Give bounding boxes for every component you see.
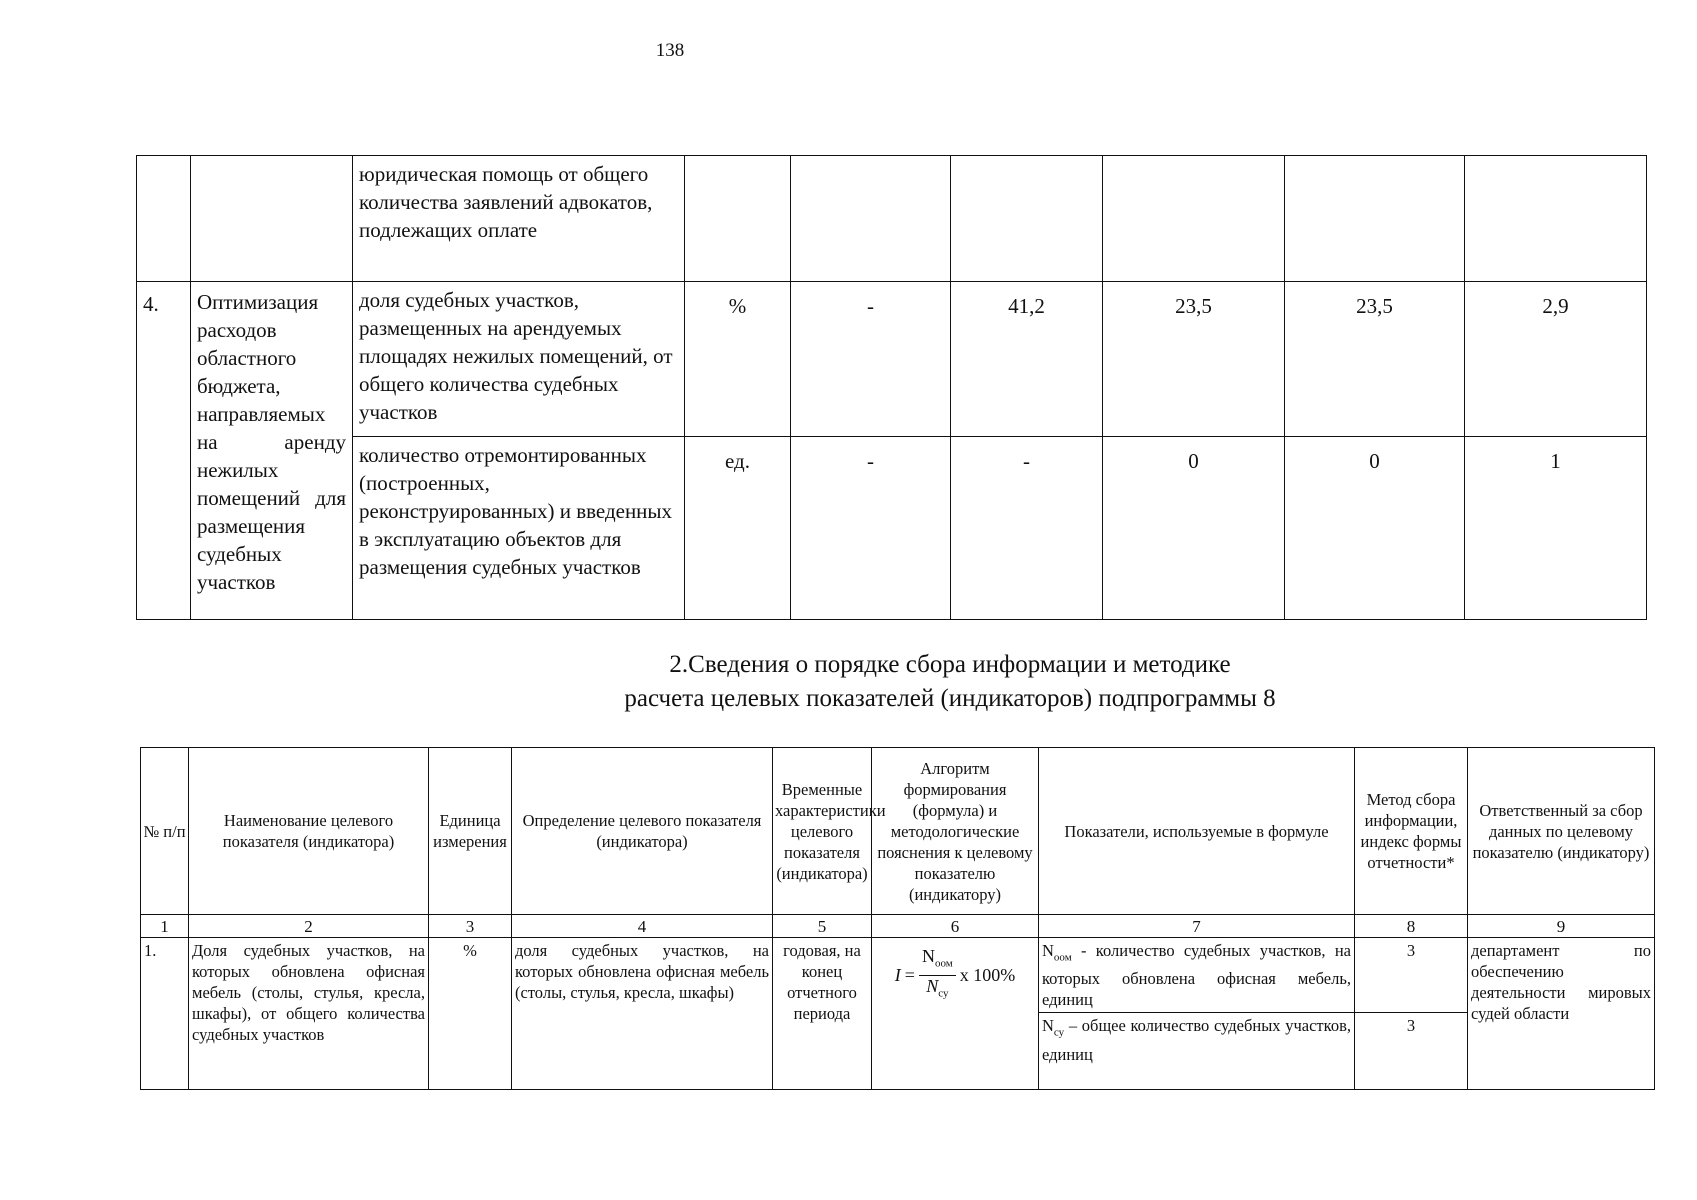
indicator-name: Доля судебных участков, на которых обновлена офисная мебель (столы, стулья, кресла, шкафы), от общего количества судебных участков — [189, 938, 429, 1090]
column-header: Ответственный за сбор данных по целевому показателю (индикатору) — [1468, 748, 1655, 915]
table-row — [141, 938, 1655, 1013]
goal-name: Оптимизация расходов областного бюджета, направляемых на аренду нежилых помещений для размещения судебных участков — [191, 282, 353, 620]
column-header: № п/п — [141, 748, 189, 915]
column-number: 8 — [1355, 915, 1468, 938]
row-number: 4. — [137, 282, 191, 620]
responsible-party: департамент по обеспечению деятельности мировых судей области — [1468, 938, 1655, 1090]
header-row — [141, 748, 1655, 915]
column-header: Наименование целевого показателя (индикатора) — [189, 748, 429, 915]
formula-param: $N_{оом}$ - количество судебных участков, на которых обновлена офисная мебель, единиц — [1039, 938, 1355, 1013]
methodology-table — [140, 747, 1655, 1090]
value-cell: - — [951, 437, 1103, 620]
value-cell: 23,5 — [1103, 282, 1285, 437]
formula — [875, 940, 1035, 1004]
section-title-line: 2.Сведения о порядке сбора информации и методике — [669, 651, 1231, 678]
value-cell: 0 — [1103, 437, 1285, 620]
table-row — [137, 437, 1647, 620]
indicators-table-continued — [136, 155, 1647, 620]
value-cell: 2,9 — [1465, 282, 1647, 437]
time-characteristics: годовая, на конец отчетного периода — [773, 938, 872, 1090]
value-cell: - — [791, 282, 951, 437]
value-cell: 41,2 — [951, 282, 1103, 437]
value-cell: - — [791, 437, 951, 620]
indicator-name: количество отремонтированных (построенных, реконструированных) и введенных в эксплуатацию объектов для размещения судебных участков — [353, 437, 685, 620]
value-cell: 1 — [1465, 437, 1647, 620]
indicator-definition: доля судебных участков, на которых обновлена офисная мебель (столы, стулья, кресла, шкафы) — [512, 938, 773, 1090]
unit-cell: ед. — [685, 437, 791, 620]
column-number: 4 — [512, 915, 773, 938]
collection-method: 3 — [1355, 938, 1468, 1013]
formula-equals: = — [904, 964, 915, 985]
column-number: 9 — [1468, 915, 1655, 938]
column-header: Показатели, используемые в формуле — [1039, 748, 1355, 915]
unit-cell: % — [685, 282, 791, 437]
section-title-line: расчета целевых показателей (индикаторов) подпрограммы 8 — [624, 685, 1276, 712]
column-header: Временные характеристики целевого показателя (индикатора) — [773, 748, 872, 915]
formula-param: $N_{су}$ – общее количество судебных участков, единиц — [1039, 1013, 1355, 1090]
value-cell: 0 — [1285, 437, 1465, 620]
column-header: Метод сбора информации, индекс формы отчетности* — [1355, 748, 1468, 915]
indicator-name: юридическая помощь от общего количества заявлений адвокатов, подлежащих оплате — [353, 156, 685, 282]
unit-cell: % — [429, 938, 512, 1090]
column-header: Единица измерения — [429, 748, 512, 915]
column-number-row — [141, 915, 1655, 938]
column-number: 2 — [189, 915, 429, 938]
row-number: 1. — [141, 938, 189, 1090]
formula-fraction — [919, 946, 956, 1004]
page-number: 138 — [655, 40, 685, 61]
value-cell: 23,5 — [1285, 282, 1465, 437]
indicator-name: доля судебных участков, размещенных на арендуемых площадях нежилых помещений, от общего количества судебных участков — [353, 282, 685, 437]
column-header: Определение целевого показателя (индикатора) — [512, 748, 773, 915]
column-number: 7 — [1039, 915, 1355, 938]
formula-tail: x 100% — [959, 964, 1016, 985]
column-number: 5 — [773, 915, 872, 938]
column-header: Алгоритм формирования (формула) и методологические пояснения к целевому показателю (индикатору) — [872, 748, 1039, 915]
section-title — [380, 648, 1520, 716]
column-number: 1 — [141, 915, 189, 938]
column-number: 6 — [872, 915, 1039, 938]
formula-cell — [872, 938, 1039, 1090]
formula-lhs: I — [894, 964, 901, 985]
formula-numerator: $N_{оом}$ — [919, 946, 956, 976]
column-number: 3 — [429, 915, 512, 938]
collection-method: 3 — [1355, 1013, 1468, 1090]
table-row — [137, 156, 1647, 282]
formula-denominator: $N_{су}$ — [926, 975, 949, 1000]
table-row — [137, 282, 1647, 437]
